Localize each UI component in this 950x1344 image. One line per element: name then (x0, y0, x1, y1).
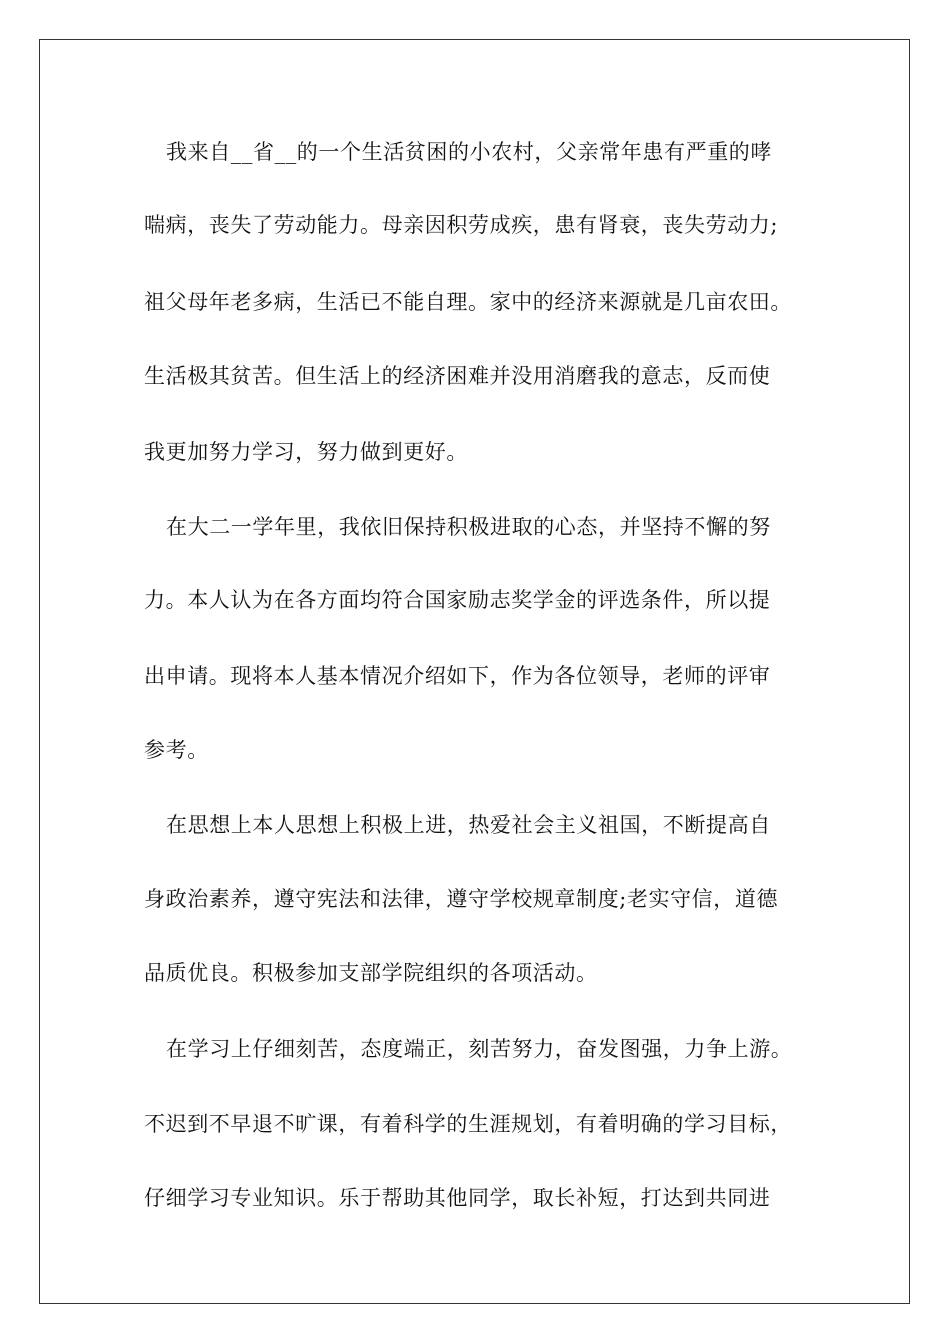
text-line: 力。本人认为在各方面均符合国家励志奖学金的评选条件，所以提 (144, 588, 771, 612)
text-line: 出申请。现将本人基本情况介绍如下，作为各位领导，老师的评审 (144, 664, 771, 688)
text-line: 祖父母年老多病，生活已不能自理。家中的经济来源就是几亩农田。 (144, 290, 792, 314)
text-line: 仔细学习专业知识。乐于帮助其他同学，取长补短，打达到共同进 (144, 1186, 771, 1210)
text-line: 喘病，丧失了劳动能力。母亲因积劳成疾，患有肾衰，丧失劳动力; (144, 213, 779, 237)
text-line: 我来自__省__的一个生活贫困的小农村，父亲常年患有严重的哮 (166, 140, 772, 164)
text-line: 参考。 (144, 738, 209, 762)
text-line: 身政治素养，遵守宪法和法律，遵守学校规章制度;老实守信，道德 (144, 887, 779, 911)
text-line: 不迟到不早退不旷课，有着科学的生涯规划，有着明确的学习目标， (144, 1112, 792, 1136)
text-line: 在思想上本人思想上积极上进，热爱社会主义祖国，不断提高自 (166, 813, 771, 837)
text-line: 在大二一学年里，我依旧保持积极进取的心态，并坚持不懈的努 (166, 515, 771, 539)
text-line: 生活极其贫苦。但生活上的经济困难并没用消磨我的意志，反而使 (144, 364, 771, 388)
text-line: 在学习上仔细刻苦，态度端正，刻苦努力，奋发图强，力争上游。 (166, 1037, 793, 1061)
text-line: 品质优良。积极参加支部学院组织的各项活动。 (144, 961, 598, 985)
text-line: 我更加努力学习，努力做到更好。 (144, 440, 468, 464)
